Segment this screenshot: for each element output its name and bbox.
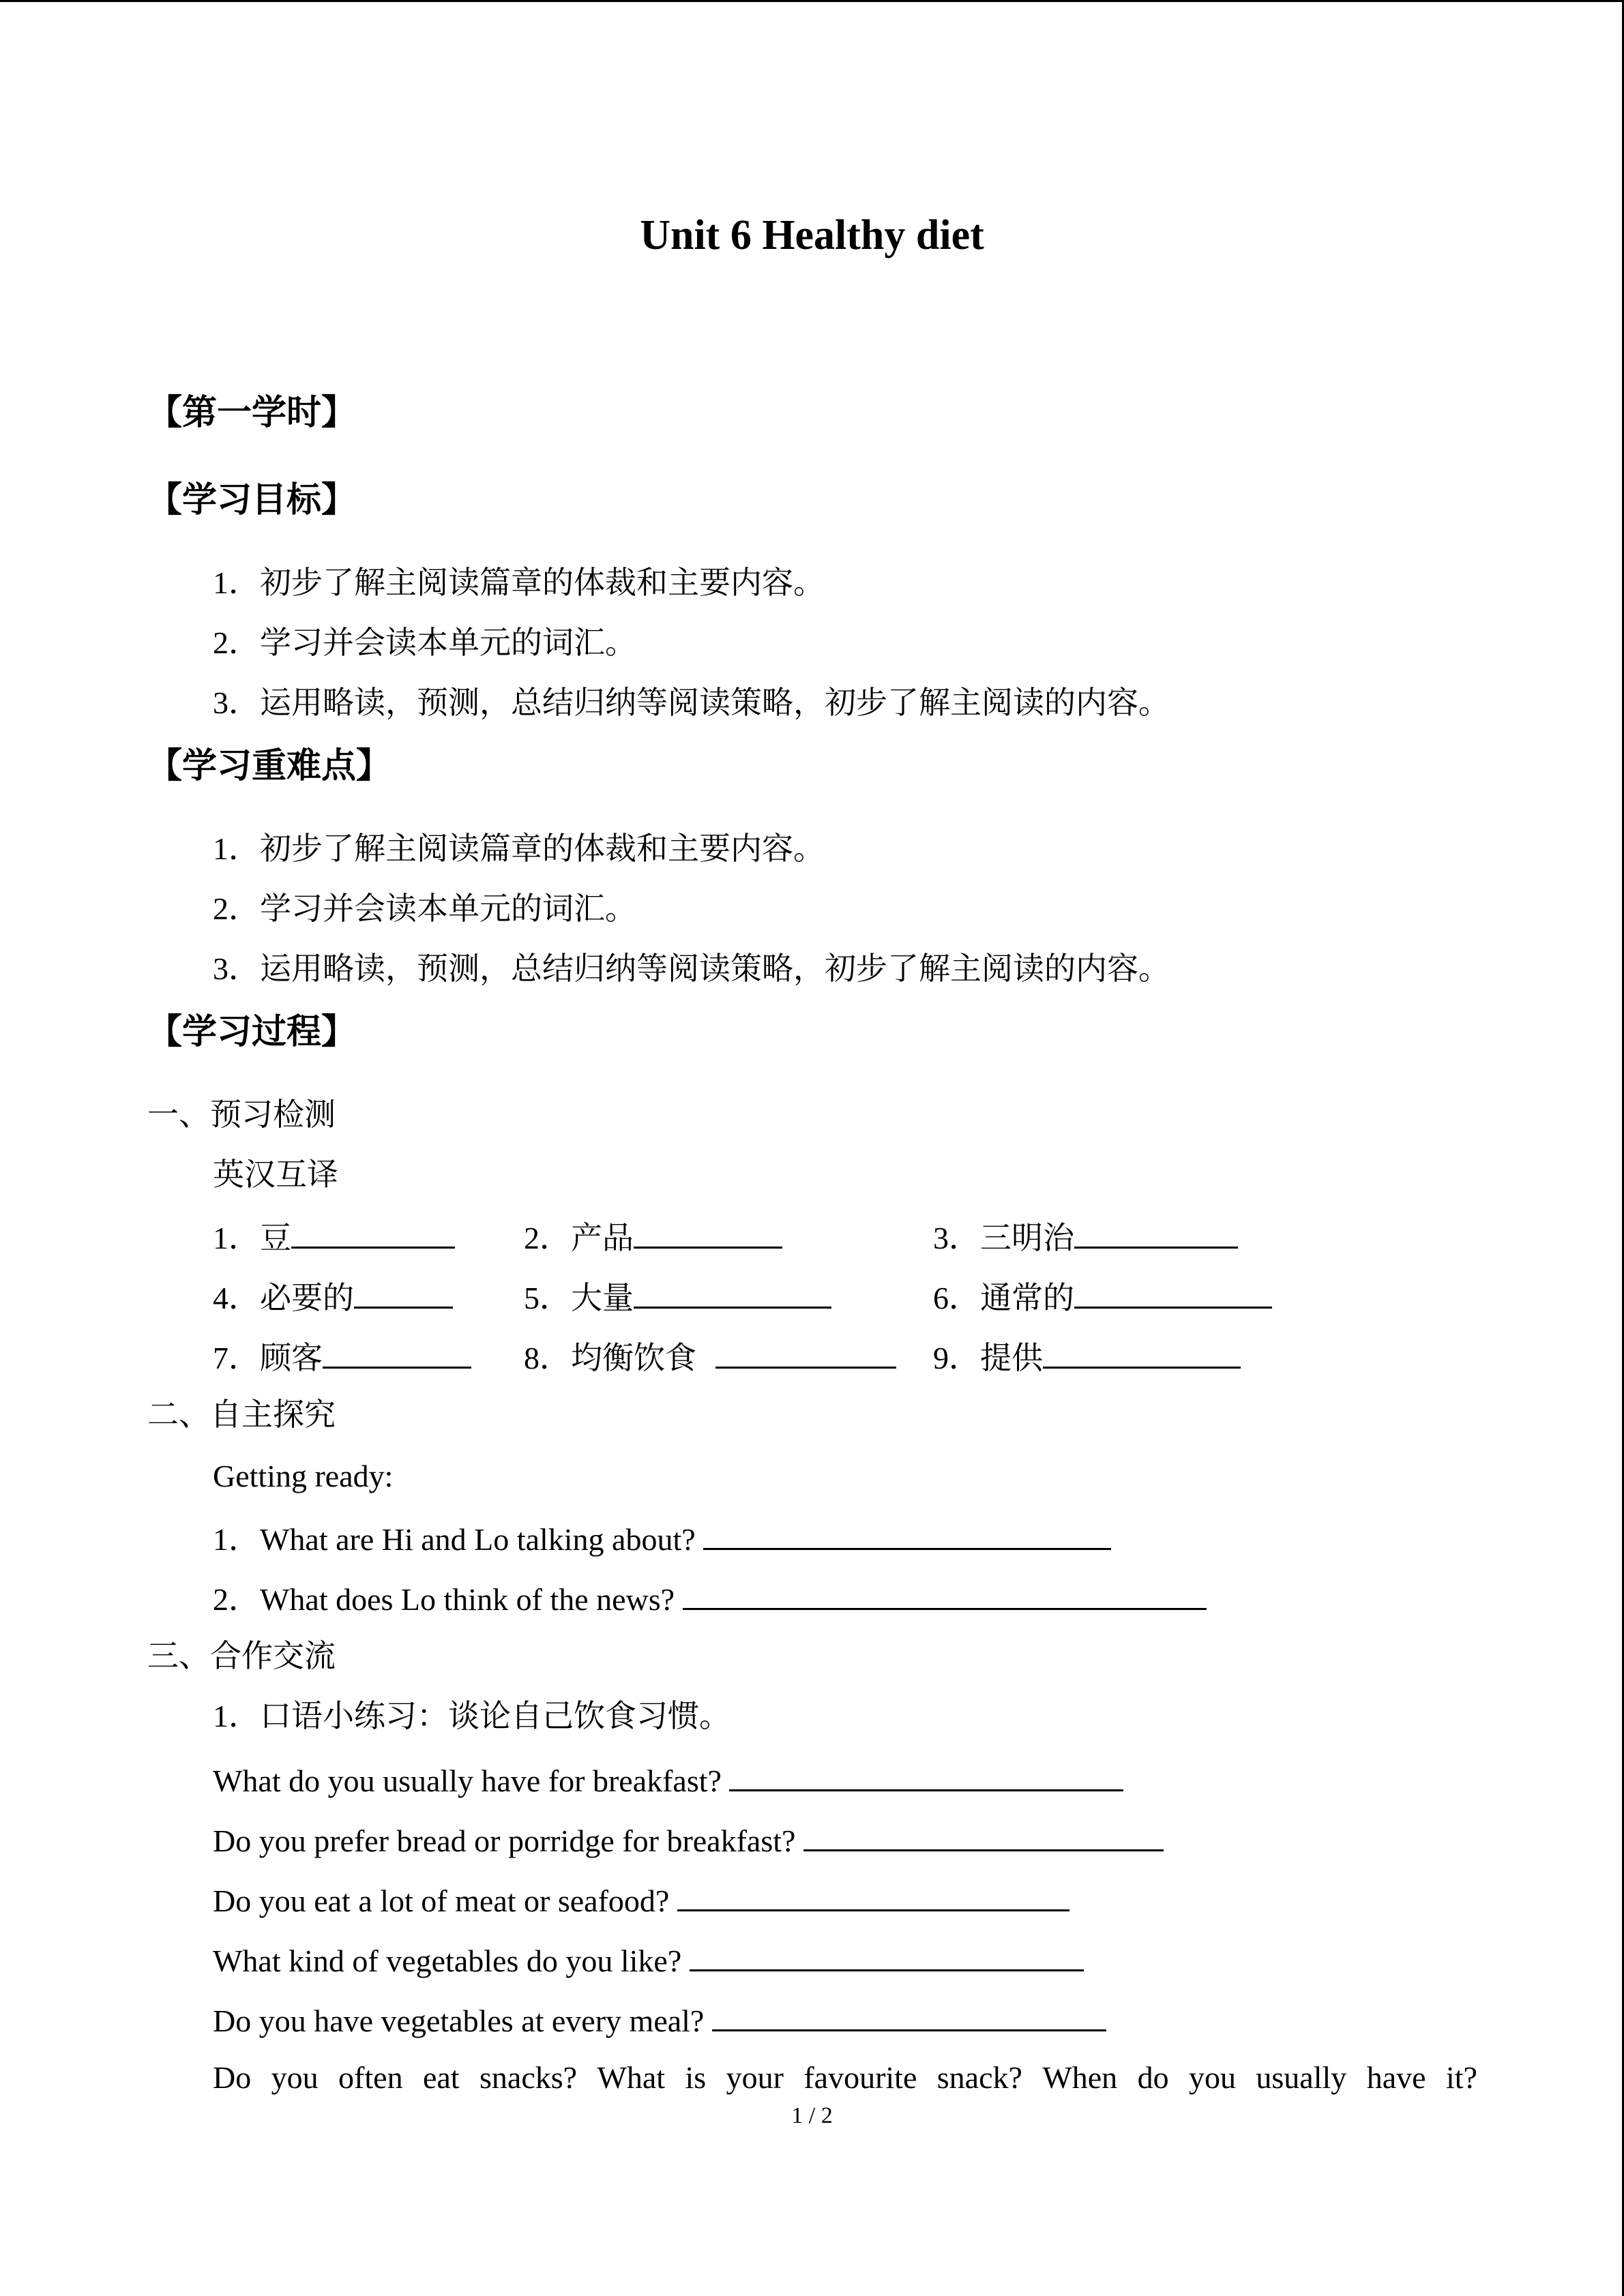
- objective-item: 1．初步了解主阅读篇章的体裁和主要内容。: [213, 565, 825, 600]
- page-number: 1 / 2: [791, 2103, 833, 2128]
- objectives-heading: 【学习目标】: [147, 480, 357, 520]
- answer-blank[interactable]: [1043, 1339, 1241, 1369]
- vocab-item: 9．提供: [933, 1339, 1241, 1374]
- key-point-item: 2．学习并会读本单元的词汇。: [213, 891, 636, 926]
- habit-question: Do you eat a lot of meat or seafood?: [213, 1882, 1069, 1917]
- habit-question: What do you usually have for breakfast?: [213, 1762, 1123, 1797]
- translate-label: 英汉互译: [213, 1157, 338, 1192]
- vocab-item: 6．通常的: [933, 1279, 1272, 1314]
- explore-label: 二、自主探究: [147, 1397, 336, 1432]
- key-point-item: 3．运用略读，预测，总结归纳等阅读策略，初步了解主阅读的内容。: [213, 951, 1170, 986]
- key-point-item: 1．初步了解主阅读篇章的体裁和主要内容。: [213, 831, 825, 866]
- answer-blank[interactable]: [1074, 1279, 1272, 1309]
- answer-blank[interactable]: [1074, 1219, 1238, 1249]
- key-points-heading: 【学习重难点】: [147, 746, 392, 786]
- answer-blank[interactable]: [634, 1279, 831, 1309]
- vocab-item: 5．大量: [524, 1279, 831, 1314]
- explore-question: 1．What are Hi and Lo talking about?: [213, 1521, 1111, 1555]
- cooperate-label: 三、合作交流: [147, 1639, 336, 1673]
- vocab-item: 4．必要的: [213, 1279, 453, 1314]
- habit-question: What kind of vegetables do you like?: [213, 1942, 1084, 1977]
- vocab-item: 1．豆: [213, 1219, 455, 1254]
- answer-blank[interactable]: [803, 1822, 1164, 1851]
- answer-blank[interactable]: [323, 1339, 471, 1369]
- explore-question: 2．What does Lo think of the news?: [213, 1581, 1207, 1615]
- getting-ready-label: Getting ready:: [213, 1459, 394, 1493]
- answer-blank[interactable]: [703, 1521, 1111, 1550]
- answer-blank[interactable]: [634, 1219, 782, 1249]
- vocab-item: 3．三明治: [933, 1219, 1238, 1254]
- answer-blank[interactable]: [712, 2002, 1106, 2031]
- process-heading: 【学习过程】: [147, 1012, 357, 1052]
- answer-blank[interactable]: [677, 1882, 1069, 1911]
- vocab-item: 2．产品: [524, 1219, 782, 1254]
- snack-question: Do you often eat snacks? What is your favourite snack? When do you usually have it?: [213, 2060, 1477, 2095]
- answer-blank[interactable]: [354, 1279, 453, 1309]
- speaking-task: 1．口语小练习：谈论自己饮食习惯。: [213, 1699, 730, 1733]
- answer-blank[interactable]: [729, 1762, 1123, 1791]
- vocab-item: 7．顾客: [213, 1339, 471, 1374]
- habit-question: Do you have vegetables at every meal?: [213, 2002, 1106, 2037]
- vocab-item: 8．均衡饮食: [524, 1339, 896, 1374]
- answer-blank[interactable]: [690, 1942, 1084, 1971]
- answer-blank[interactable]: [291, 1219, 455, 1249]
- habit-question: Do you prefer bread or porridge for breakfast?: [213, 1822, 1164, 1857]
- preview-label: 一、预习检测: [147, 1097, 336, 1132]
- answer-blank[interactable]: [683, 1581, 1207, 1610]
- answer-blank[interactable]: [715, 1339, 896, 1369]
- objective-item: 2．学习并会读本单元的词汇。: [213, 625, 636, 660]
- objective-item: 3．运用略读，预测，总结归纳等阅读策略，初步了解主阅读的内容。: [213, 685, 1170, 720]
- period-heading: 【第一学时】: [147, 393, 357, 433]
- document-title: Unit 6 Healthy diet: [640, 212, 984, 258]
